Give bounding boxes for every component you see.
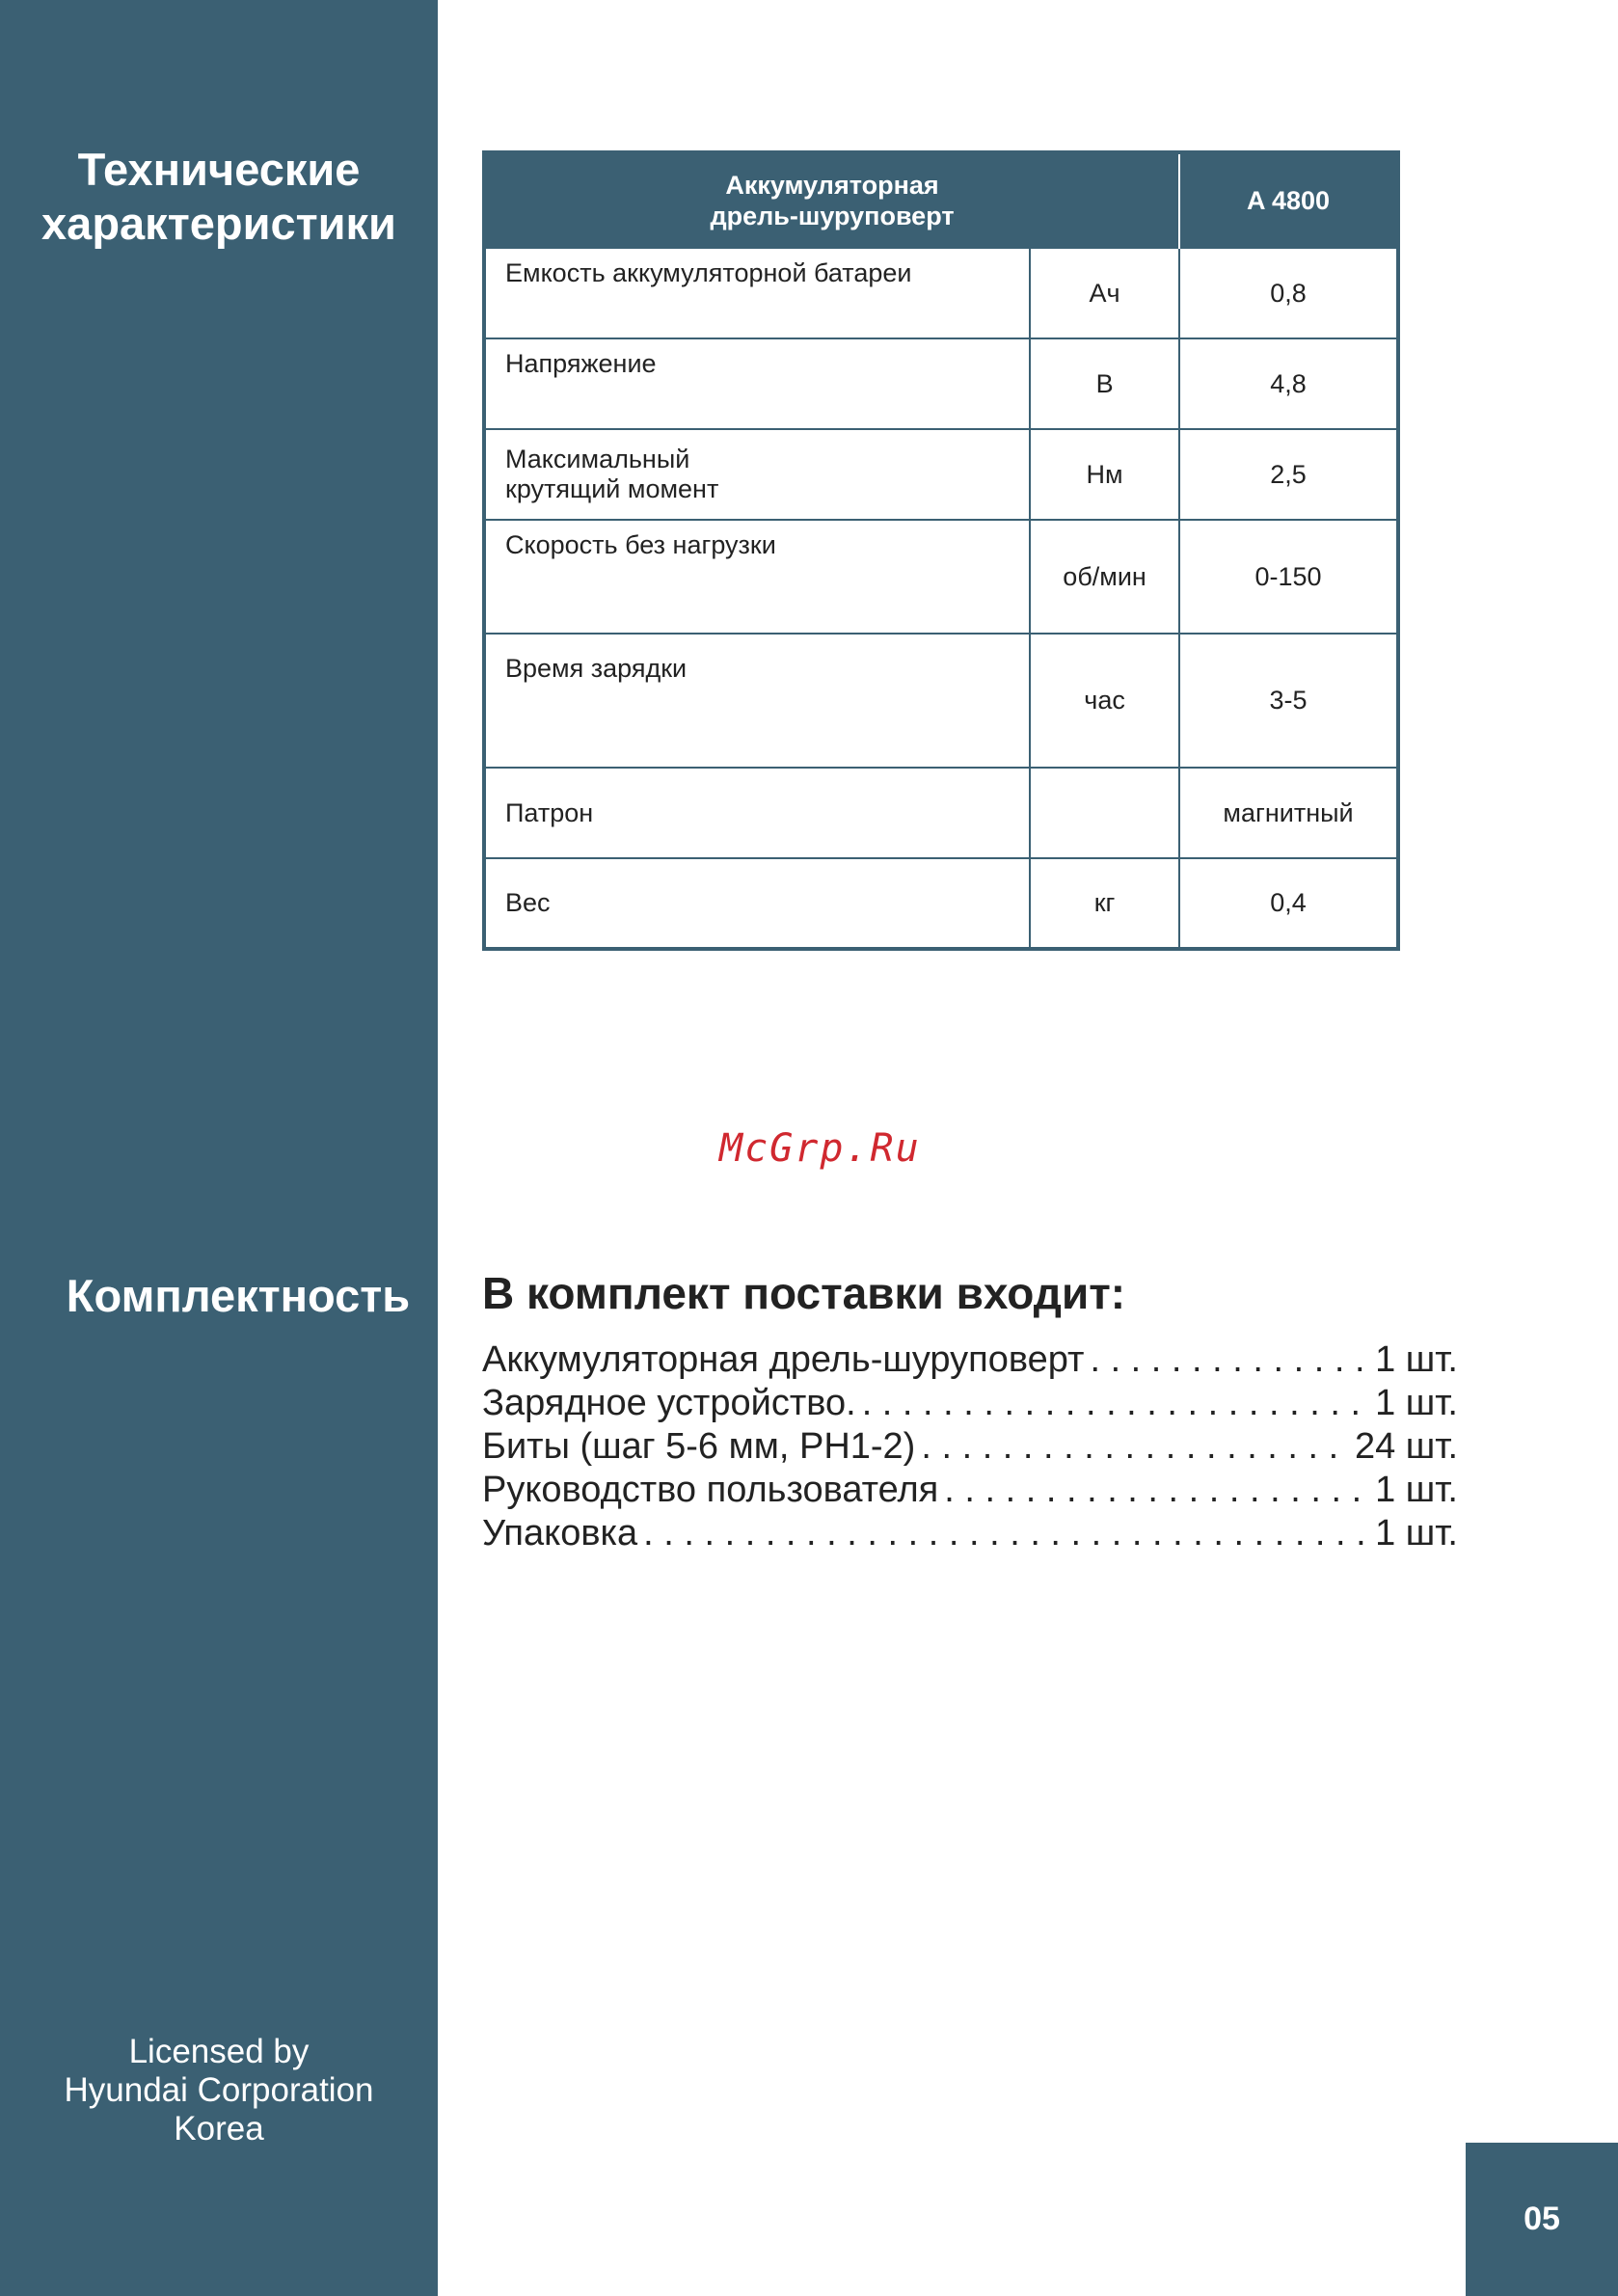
product-name-line-1: Аккумуляторная xyxy=(725,171,939,200)
kit-item-qty: 1 шт. xyxy=(1375,1339,1458,1380)
product-name-line-2: дрель-шуруповерт xyxy=(710,202,955,230)
license-line-3: Korea xyxy=(174,2110,264,2147)
unit-cell xyxy=(1030,768,1179,858)
kit-item-name: Аккумуляторная дрель-шуруповерт xyxy=(482,1339,1085,1380)
unit-cell: кг xyxy=(1030,858,1179,949)
leader-dots xyxy=(643,1512,1369,1555)
kit-item-qty: 1 шт. xyxy=(1375,1383,1458,1423)
unit-cell: Нм xyxy=(1030,429,1179,520)
kit-item-qty: 1 шт. xyxy=(1375,1470,1458,1510)
leader-dots xyxy=(921,1425,1349,1469)
model-header: A 4800 xyxy=(1179,152,1398,248)
page-number: 05 xyxy=(1524,2201,1560,2237)
param-cell xyxy=(484,338,1030,429)
kit-item-qty: 24 шт. xyxy=(1354,1426,1458,1467)
table-row xyxy=(484,248,1398,338)
leader-dots xyxy=(862,1382,1369,1425)
param-label: Время зарядки xyxy=(505,654,688,683)
table-row xyxy=(484,768,1398,858)
kit-item-name: Биты (шаг 5-6 мм, PH1-2) xyxy=(482,1426,916,1467)
list-item xyxy=(482,1338,1458,1382)
kit-section-title: Комплектность xyxy=(66,1270,411,1321)
kit-item-name: Зарядное устройство. xyxy=(482,1383,856,1423)
leader-dots xyxy=(1090,1338,1369,1382)
kit-heading: В комплект поставки входит: xyxy=(482,1268,1126,1318)
license-line-2: Hyundai Corporation xyxy=(64,2071,374,2109)
param-label: Скорость без нагрузки xyxy=(505,530,776,559)
param-cell xyxy=(484,858,1030,949)
param-label: Емкость аккумуляторной батареи xyxy=(505,258,912,287)
specs-title-line-1: Технические xyxy=(77,144,361,195)
license-text xyxy=(0,2033,438,2148)
product-name-header xyxy=(484,152,1179,248)
sidebar xyxy=(0,0,438,2296)
watermark: McGrp.Ru xyxy=(719,1126,921,1171)
param-cell xyxy=(484,429,1030,520)
param-label: Вес xyxy=(505,888,551,917)
leader-dots xyxy=(944,1469,1369,1512)
table-row xyxy=(484,858,1398,949)
specs-title-line-2: характеристики xyxy=(41,198,396,249)
value-cell: магнитный xyxy=(1179,768,1398,858)
kit-item-name: Руководство пользователя xyxy=(482,1470,939,1510)
unit-cell: час xyxy=(1030,634,1179,768)
param-label: Патрон xyxy=(505,797,594,827)
license-line-1: Licensed by xyxy=(128,2033,310,2070)
specs-table xyxy=(482,150,1400,951)
table-row xyxy=(484,634,1398,768)
kit-list xyxy=(482,1338,1458,1555)
param-cell xyxy=(484,520,1030,634)
param-label-line-2: крутящий момент xyxy=(505,474,719,503)
table-row xyxy=(484,338,1398,429)
value-cell: 0,4 xyxy=(1179,858,1398,949)
param-cell xyxy=(484,248,1030,338)
unit-cell: об/мин xyxy=(1030,520,1179,634)
unit-cell: В xyxy=(1030,338,1179,429)
list-item xyxy=(482,1512,1458,1555)
param-cell xyxy=(484,634,1030,768)
value-cell: 2,5 xyxy=(1179,429,1398,520)
table-row xyxy=(484,429,1398,520)
specs-table-header xyxy=(484,152,1398,248)
list-item xyxy=(482,1382,1458,1425)
unit-cell: Ач xyxy=(1030,248,1179,338)
param-label-line-1: Максимальный xyxy=(505,445,690,473)
list-item xyxy=(482,1469,1458,1512)
value-cell: 0,8 xyxy=(1179,248,1398,338)
page-number-box xyxy=(1466,2143,1618,2296)
list-item xyxy=(482,1425,1458,1469)
specs-section-title xyxy=(0,143,438,251)
value-cell: 4,8 xyxy=(1179,338,1398,429)
value-cell: 0-150 xyxy=(1179,520,1398,634)
param-label: Напряжение xyxy=(505,349,657,378)
kit-item-qty: 1 шт. xyxy=(1375,1513,1458,1553)
kit-item-name: Упаковка xyxy=(482,1513,638,1553)
param-cell xyxy=(484,768,1030,858)
value-cell: 3-5 xyxy=(1179,634,1398,768)
table-row xyxy=(484,520,1398,634)
